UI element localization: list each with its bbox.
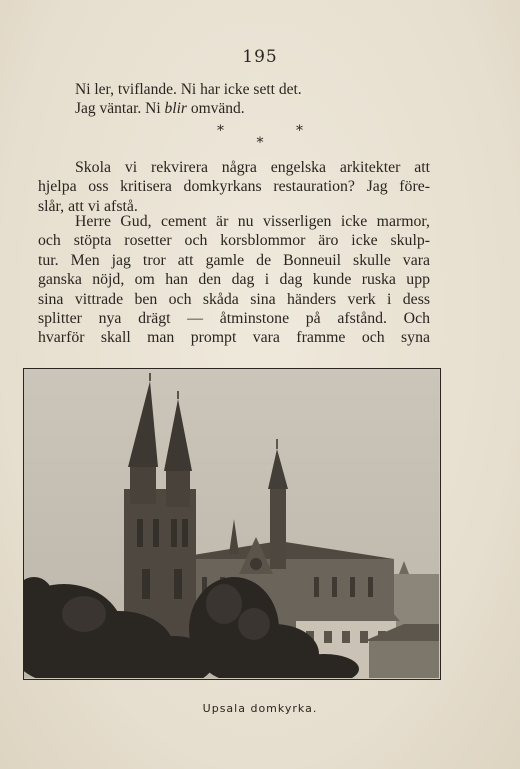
separator-star: * [256, 135, 264, 151]
paragraph-line: Skola vi rekvirera några engelska arkitekter att [75, 159, 430, 176]
paragraph-1 [38, 158, 430, 216]
paragraph-line: hvarför skall man prompt vara framme och syna [38, 329, 430, 347]
separator-star: * [295, 123, 303, 139]
paragraph-line: ganska nöjd, om han den dag i dag kunde ruska upp [38, 271, 430, 289]
paragraph-2 [38, 212, 430, 348]
paragraph-line: splitter nya drägt — åtminstone på afstånd. Och [38, 310, 430, 328]
cathedral-photograph [23, 368, 441, 680]
paragraph-line: och stöpta rosetter och korsblommor äro icke skulp- [38, 232, 430, 250]
separator-star: * [217, 123, 225, 139]
verse-line-1: Ni ler, tviflande. Ni har icke sett det. [75, 81, 302, 98]
verse-line-2-italic: blir [164, 100, 187, 117]
paragraph-line: sina vittrade ben och skåda sina händers verk i dess [38, 290, 430, 308]
paragraph-line: slår, att vi afstå. [38, 197, 138, 215]
paragraph-line: tur. Men jag tror att gamle de Bonneuil skulle vara [38, 251, 430, 269]
verse-line-2 [75, 99, 245, 118]
photo-caption: Upsala domkyrka. [202, 702, 318, 715]
paragraph-line: Herre Gud, cement är nu visserligen icke marmor, [75, 213, 430, 230]
verse-line-2-start: Jag väntar. Ni [75, 100, 165, 117]
section-separator [0, 123, 520, 151]
paragraph-line: hjelpa oss kritisera domkyrkans restauration? Jag före- [38, 178, 430, 196]
page-number: 195 [242, 47, 278, 67]
verse-line-2-end: omvänd. [186, 100, 245, 117]
